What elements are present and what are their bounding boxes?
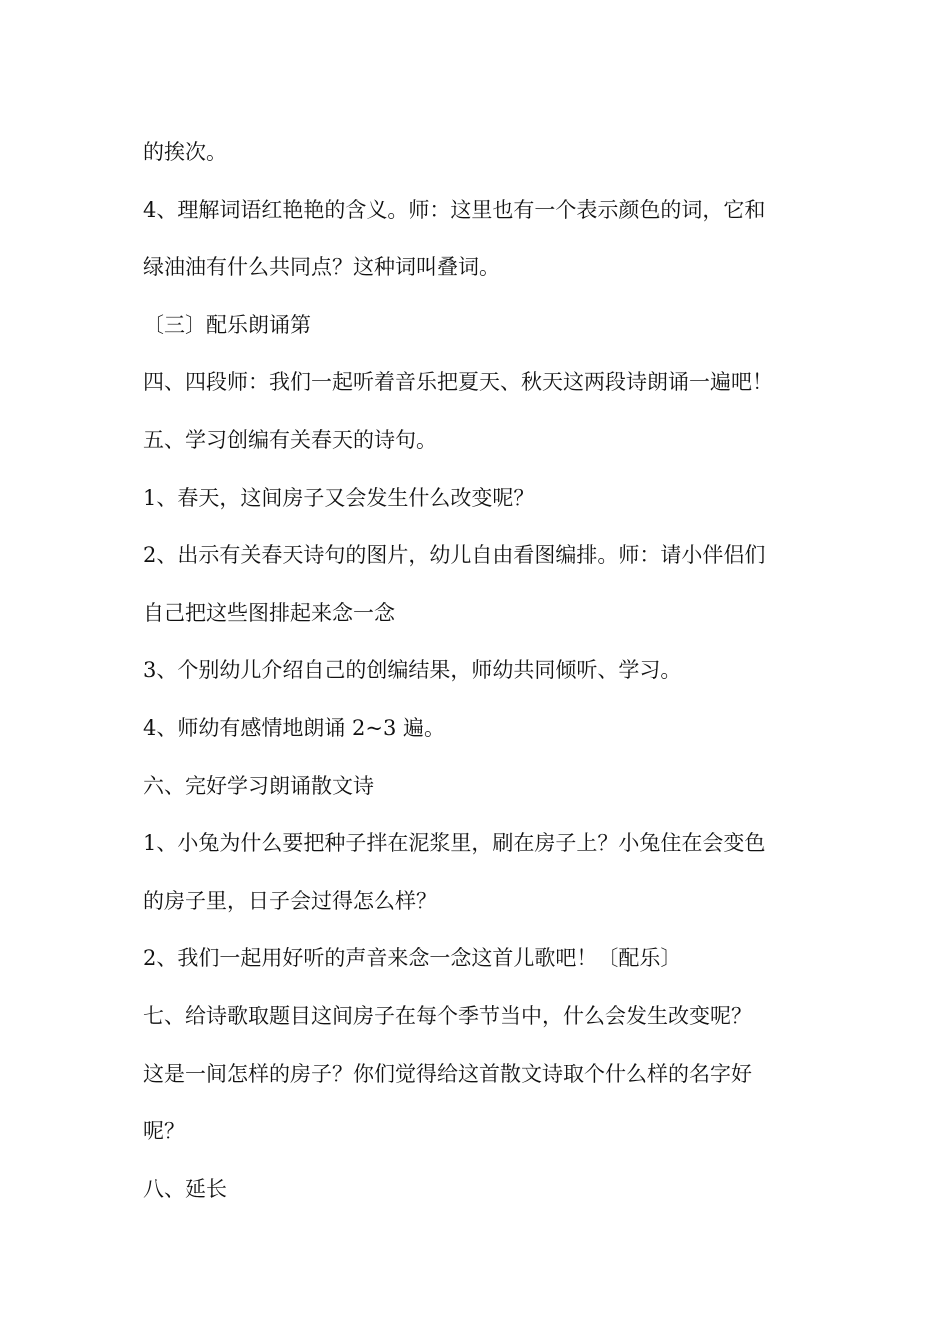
text-line: 的挨次。 bbox=[143, 140, 227, 164]
text-line: 四、四段师：我们一起听着音乐把夏天、秋天这两段诗朗诵一遍吧！ bbox=[143, 370, 773, 395]
document-body bbox=[143, 130, 813, 1224]
text-line: 呢？ bbox=[143, 1119, 185, 1144]
text-line: 1、小兔为什么要把种子拌在泥浆里，刷在房子上？小兔住在会变色 bbox=[143, 831, 766, 856]
text-line: 2、我们一起用好听的声音来念一念这首儿歌吧！〔配乐〕 bbox=[143, 946, 682, 971]
text-line: 4、理解词语红艳艳的含义。师：这里也有一个表示颜色的词，它和 bbox=[143, 197, 766, 222]
text-line: 这是一间怎样的房子？你们觉得给这首散文诗取个什么样的名字好 bbox=[143, 1061, 752, 1086]
text-line: 2、出示有关春天诗句的图片，幼儿自由看图编排。师：请小伴侣们 bbox=[143, 543, 766, 568]
text-line: 的房子里，日子会过得怎么样？ bbox=[143, 888, 437, 913]
text-line: 绿油油有什么共同点？这种词叫叠词。 bbox=[143, 255, 500, 280]
section-heading: 七、给诗歌取题目这间房子在每个季节当中，什么会发生改变呢？ bbox=[143, 1003, 752, 1028]
text-line: 自己把这些图排起来念一念 bbox=[143, 600, 395, 625]
section-heading: 八、延长 bbox=[143, 1176, 227, 1201]
section-heading: 五、学习创编有关春天的诗句。 bbox=[143, 427, 437, 452]
text-line: 3、个别幼儿介绍自己的创编结果，师幼共同倾听、学习。 bbox=[143, 658, 682, 683]
section-heading: 六、完好学习朗诵散文诗 bbox=[143, 773, 374, 798]
text-line: 1、春天，这间房子又会发生什么改变呢？ bbox=[143, 485, 535, 510]
text-line: 4、师幼有感情地朗诵 2~3 遍。 bbox=[143, 715, 446, 740]
section-heading: 〔三〕配乐朗诵第 bbox=[143, 312, 311, 337]
